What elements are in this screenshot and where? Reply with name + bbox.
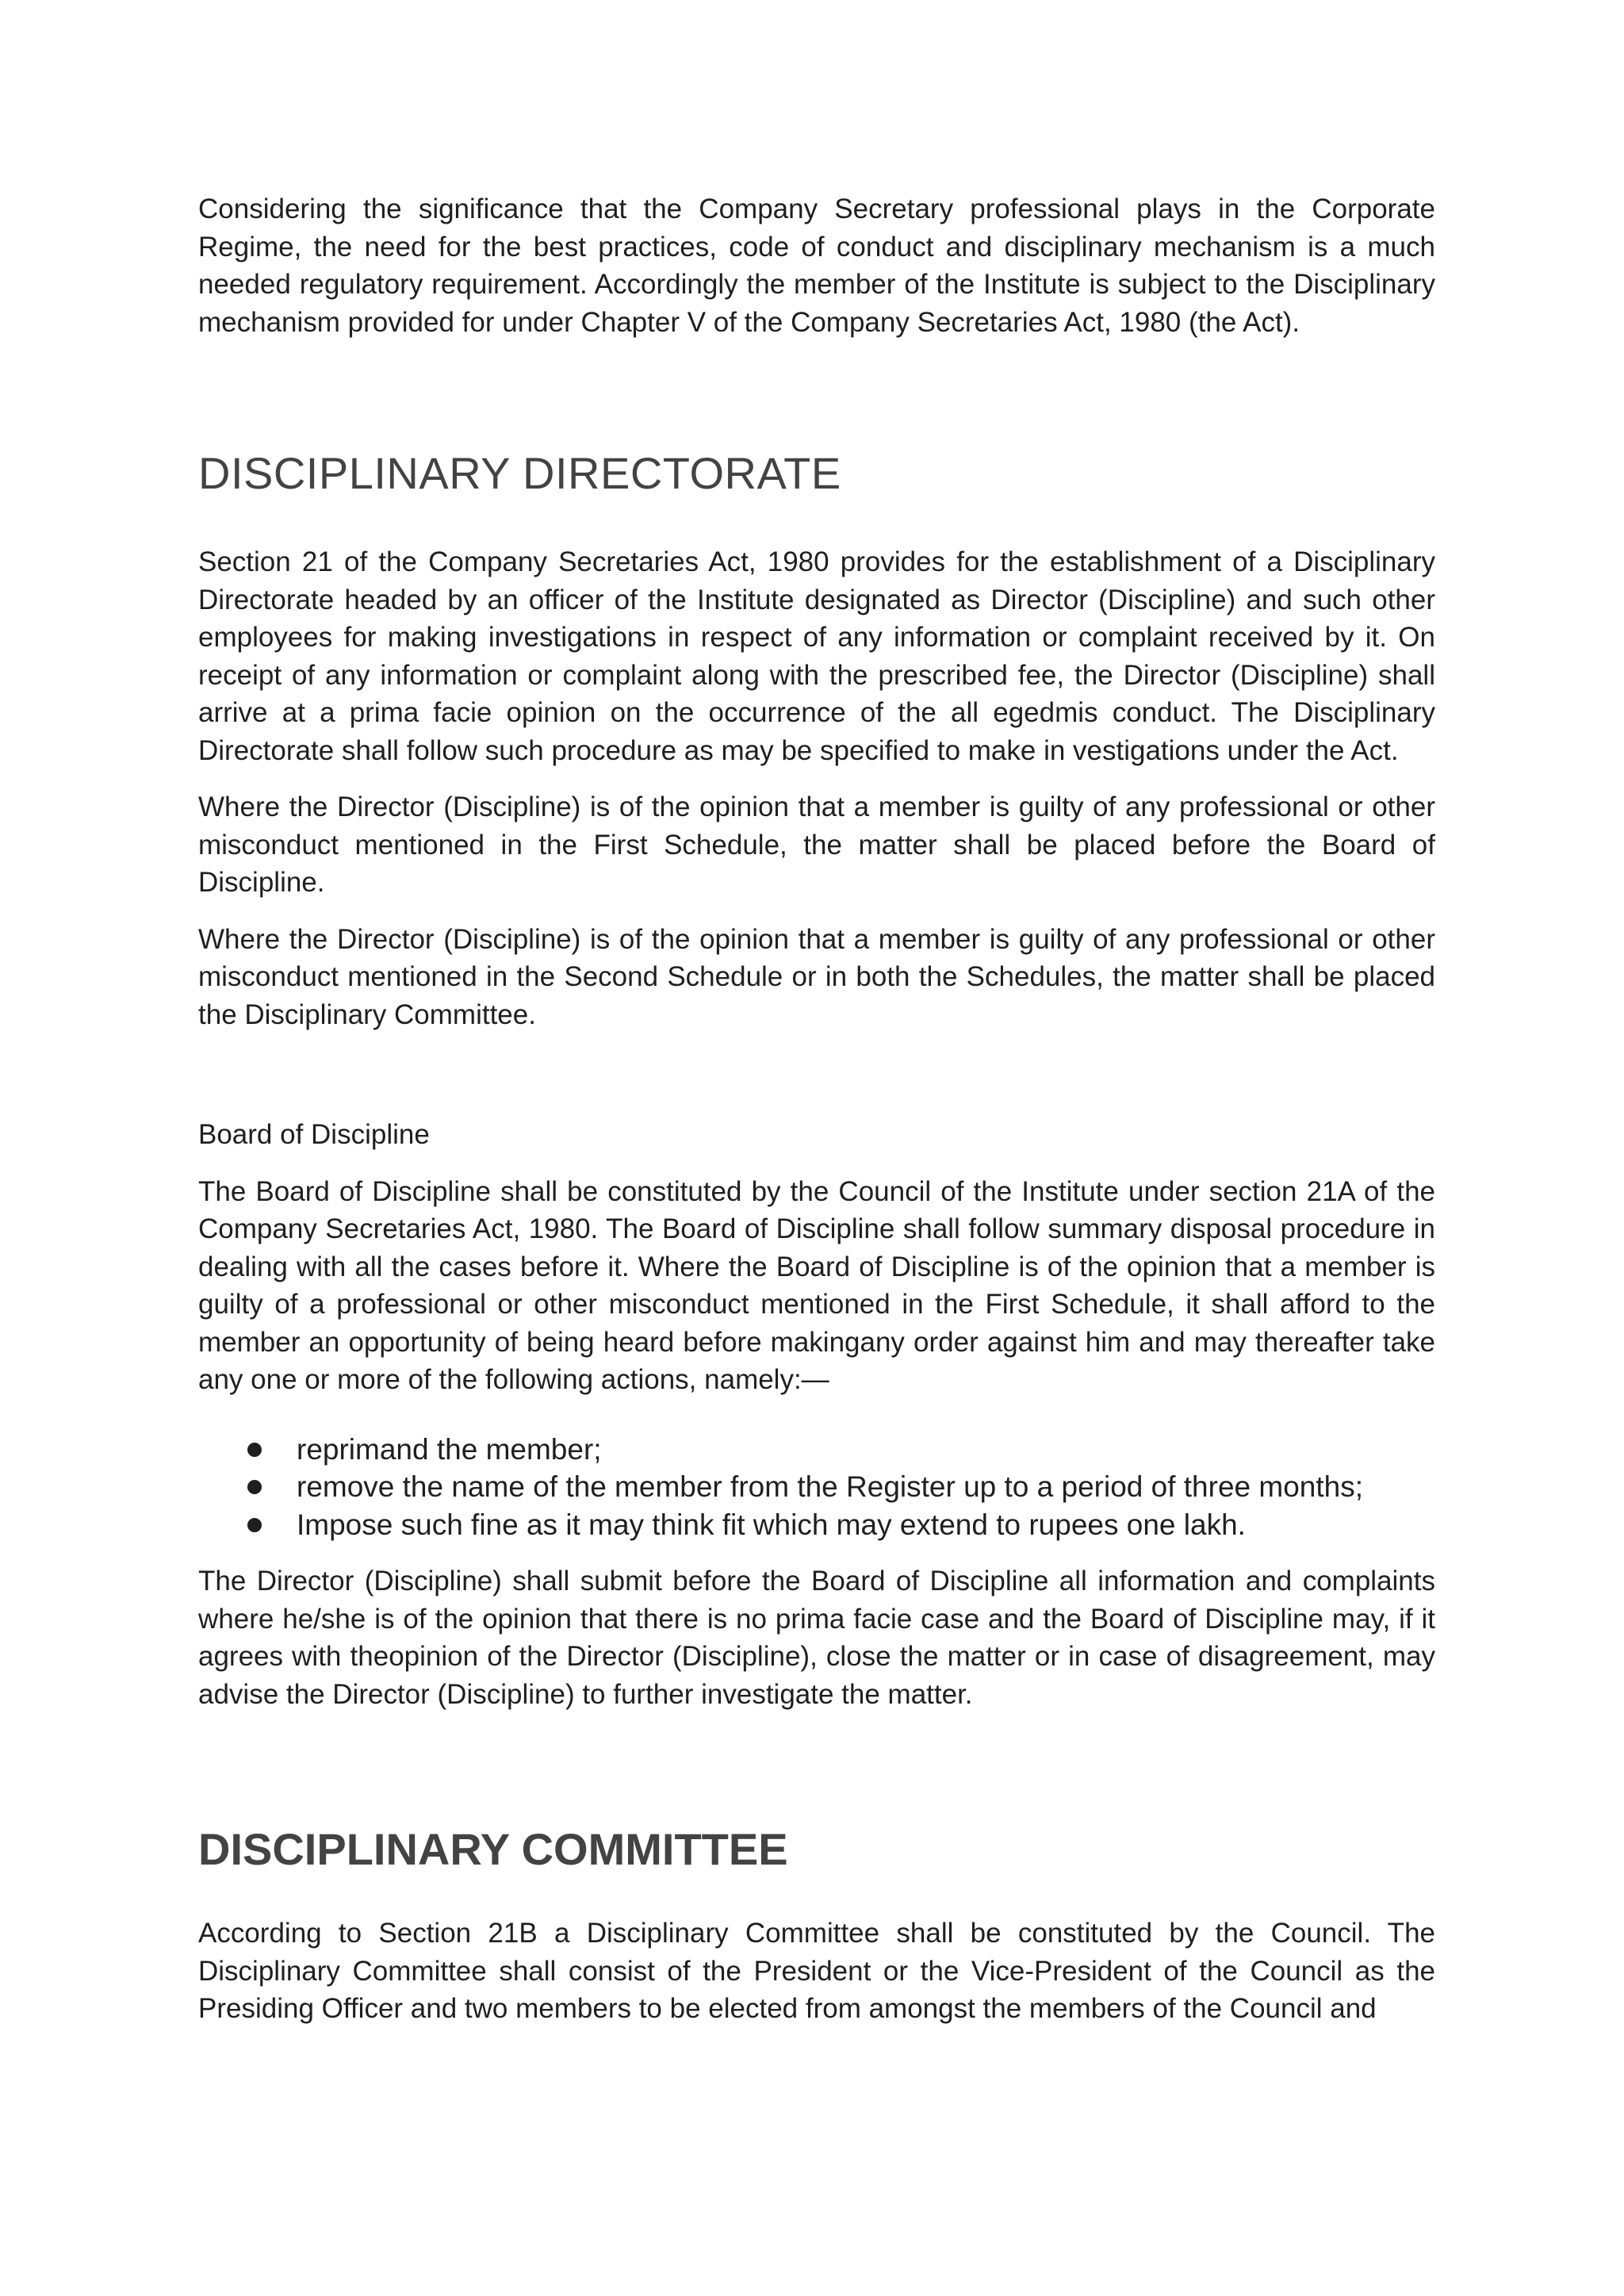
document-page	[198, 190, 1435, 2028]
committee-heading: DISCIPLINARY COMMITTEE	[198, 1824, 788, 1874]
list-item-text: remove the name of the member from the Register up to a period of three months;	[297, 1470, 1364, 1503]
directorate-paragraph-2: Where the Director (Discipline) is of the opinion that a member is guilty of any professional or other misconduct mentioned in the First Schedule, the matter shall be placed before the Board of Discipline.	[198, 792, 1435, 898]
intro-paragraph: Considering the significance that the Company Secretary professional plays in the Corporate Regime, the need for the best practices, code of conduct and disciplinary mechanism is a much needed regulatory requirement. Accordingly the member of the Institute is subject to the Disciplinary mechanism provided for under Chapter V of the Company Secretaries Act, 1980 (the Act).	[198, 194, 1435, 338]
board-closing-paragraph: The Director (Discipline) shall submit before the Board of Discipline all information and complaints where he/she is of the opinion that there is no prima facie case and the Board of Discipline may, if it agrees with theopinion of the Director (Discipline), close the matter or in case of disagreement, may advise the Director (Discipline) to further investigate the matter.	[198, 1566, 1435, 1710]
board-actions-list	[198, 1431, 1435, 1544]
board-paragraph: The Board of Discipline shall be constituted by the Council of the Institute under section 21A of the Company Secretaries Act, 1980. The Board of Discipline shall follow summary disposal procedure in dealing with all the cases before it. Where the Board of Discipline is of the opinion that a member is guilty of a professional or other misconduct mentioned in the First Schedule, it shall afford to the member an opportunity of being heard before makingany order against him and may thereafter take any one or more of the following actions, namely:—	[198, 1175, 1435, 1395]
bullet-icon	[247, 1518, 262, 1532]
directorate-paragraph-1: Section 21 of the Company Secretaries Act, 1980 provides for the establishment of a Disciplinary Directorate headed by an officer of the Institute designated as Director (Discipline) and such other employees for making investigations in respect of any information or complaint received by it. On receipt of any information or complaint along with the prescribed fee, the Director (Discipline) shall arrive at a prima facie opinion on the occurrence of the all egedmis conduct. The Disciplinary Directorate shall follow such procedure as may be specified to make in vestigations under the Act.	[198, 546, 1435, 766]
directorate-heading: DISCIPLINARY DIRECTORATE	[198, 448, 841, 498]
directorate-paragraph-3: Where the Director (Discipline) is of the opinion that a member is guilty of any professional or other misconduct mentioned in the Second Schedule or in both the Schedules, the matter shall be placed the Disciplinary Committee.	[198, 923, 1435, 1030]
bullet-icon	[247, 1443, 262, 1457]
bullet-icon	[247, 1480, 262, 1494]
list-item	[198, 1431, 1435, 1469]
list-item	[198, 1468, 1435, 1506]
list-item	[198, 1506, 1435, 1544]
board-heading: Board of Discipline	[198, 1119, 430, 1150]
list-item-text: reprimand the member;	[297, 1432, 602, 1466]
list-item-text: Impose such fine as it may think fit which may extend to rupees one lakh.	[297, 1508, 1246, 1541]
committee-paragraph: According to Section 21B a Disciplinary Committee shall be constituted by the Council. The Disciplinary Committee shall consist of the President or the Vice-President of the Council as the Presiding Officer and two members to be elected from amongst the members of the Council and	[198, 1918, 1435, 2024]
